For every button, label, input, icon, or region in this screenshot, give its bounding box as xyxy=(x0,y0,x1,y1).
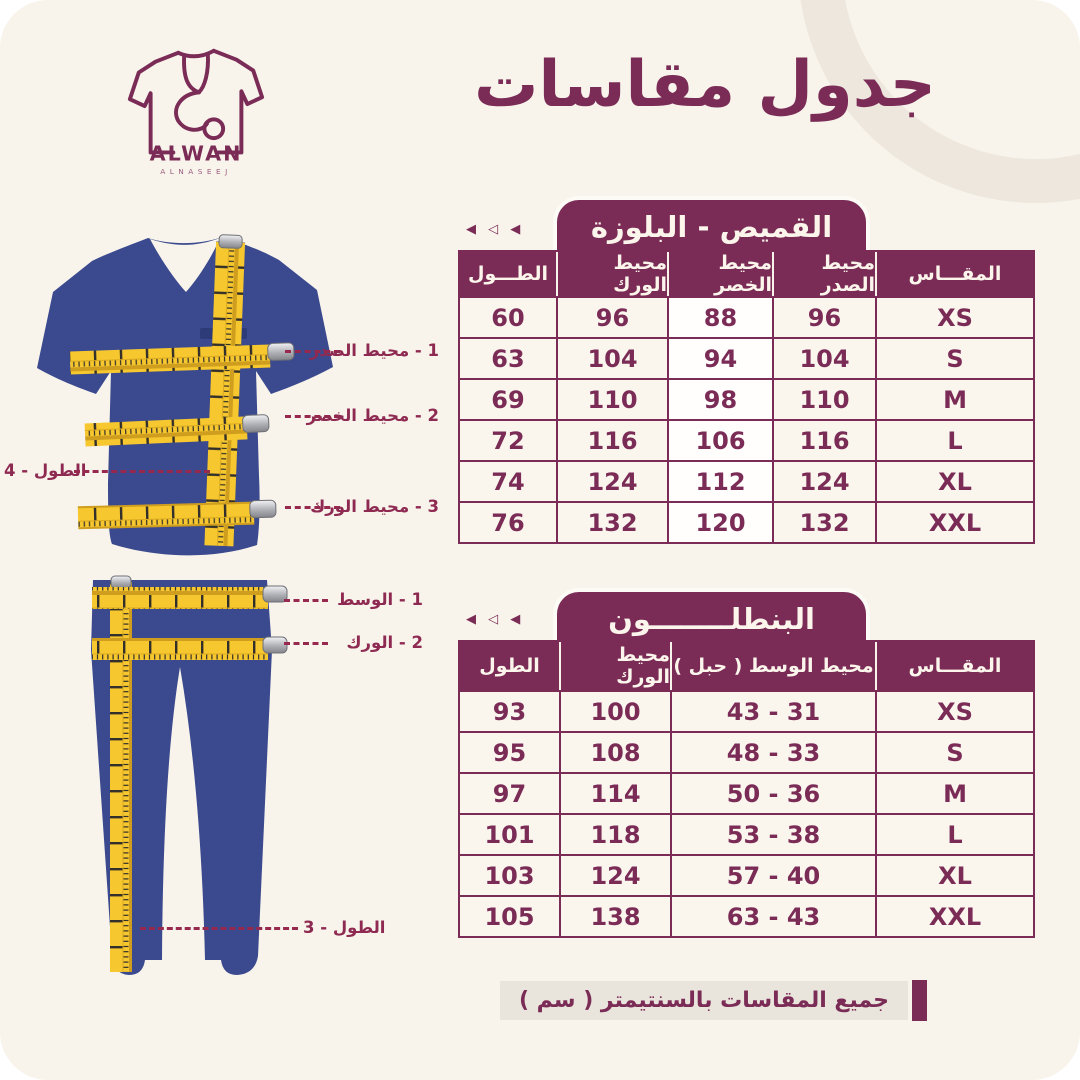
scrub-stethoscope-icon xyxy=(122,36,270,186)
size-cell: L xyxy=(877,815,1033,854)
column-header: محيط الورك xyxy=(558,252,667,296)
size-cell: S xyxy=(877,339,1033,378)
hip-cell: 132 xyxy=(558,503,667,542)
hip-cell: 100 xyxy=(561,692,670,731)
chest-cell: 110 xyxy=(774,380,875,419)
waist-cell: 57 - 40 xyxy=(672,856,875,895)
size-cell: XS xyxy=(877,298,1033,337)
waist-cell: 120 xyxy=(669,503,772,542)
hip-cell: 104 xyxy=(558,339,667,378)
column-header: محيط الورك xyxy=(561,642,670,690)
waist-cell: 94 xyxy=(669,339,772,378)
shirt-table-title: القميص - البلوزة xyxy=(590,209,833,244)
waist-cell: 106 xyxy=(669,421,772,460)
length-cell: 103 xyxy=(460,856,559,895)
shirt-hip-label: 3 - محيط الورك xyxy=(310,497,439,516)
length-cell: 101 xyxy=(460,815,559,854)
brand-name: ALWAN xyxy=(149,141,243,166)
length-cell: 63 xyxy=(460,339,556,378)
shirt-size-table xyxy=(458,250,1035,544)
triangle-decoration: ◀ ◁ ◀ xyxy=(466,222,525,237)
shirt-chest-label: 1 - محيط الصدر xyxy=(309,341,439,360)
waist-cell: 43 - 31 xyxy=(672,692,875,731)
waist-cell: 112 xyxy=(669,462,772,501)
pants-hip-tape xyxy=(92,637,287,660)
waist-cell: 98 xyxy=(669,380,772,419)
shirt-table-tab xyxy=(553,196,870,253)
size-cell: L xyxy=(877,421,1033,460)
pants-illustration xyxy=(85,570,310,985)
hip-cell: 118 xyxy=(561,815,670,854)
length-cell: 74 xyxy=(460,462,556,501)
pants-hip-label: 2 - الورك xyxy=(346,633,423,652)
column-header: محيط الخصر xyxy=(669,252,772,296)
hip-cell: 108 xyxy=(561,733,670,772)
hip-cell: 124 xyxy=(558,462,667,501)
units-note: جميع المقاسات بالسنتيمتر ( سم ) xyxy=(500,981,908,1020)
size-cell: S xyxy=(877,733,1033,772)
units-note-accent-bar xyxy=(912,980,927,1021)
pants-waist-label: 1 - الوسط xyxy=(337,590,423,609)
length-cell: 95 xyxy=(460,733,559,772)
hip-cell: 124 xyxy=(561,856,670,895)
pants-length-label: 3 - الطول xyxy=(303,918,386,937)
brand-logo xyxy=(122,36,270,186)
shirt-waist-label: 2 - محيط الخصر xyxy=(306,406,439,425)
column-header: الطـــول xyxy=(460,252,556,296)
hip-cell: 114 xyxy=(561,774,670,813)
column-header: المقـــاس xyxy=(877,642,1033,690)
pants-size-table xyxy=(458,640,1035,938)
length-cell: 97 xyxy=(460,774,559,813)
length-cell: 93 xyxy=(460,692,559,731)
column-header: الطول xyxy=(460,642,559,690)
waist-cell: 48 - 33 xyxy=(672,733,875,772)
pants-vertical-tape xyxy=(110,576,132,972)
waist-cell: 63 - 43 xyxy=(672,897,875,936)
pants-hip-connector-line xyxy=(284,642,328,645)
triangle-decoration: ◀ ◁ ◀ xyxy=(466,612,525,627)
size-cell: XL xyxy=(877,462,1033,501)
size-cell: XXL xyxy=(877,897,1033,936)
chest-cell: 132 xyxy=(774,503,875,542)
pants-table-title: البنطلــــــــون xyxy=(608,601,815,636)
chest-cell: 116 xyxy=(774,421,875,460)
length-connector-line xyxy=(74,470,210,473)
waist-cell: 50 - 36 xyxy=(672,774,875,813)
waist-cell: 53 - 38 xyxy=(672,815,875,854)
waist-cell: 88 xyxy=(669,298,772,337)
chest-cell: 124 xyxy=(774,462,875,501)
length-cell: 76 xyxy=(460,503,556,542)
size-cell: XS xyxy=(877,692,1033,731)
size-cell: M xyxy=(877,774,1033,813)
chest-cell: 96 xyxy=(774,298,875,337)
column-header: المقـــاس xyxy=(877,252,1033,296)
pants-table-tab xyxy=(553,588,870,645)
brand-subtitle: ALNASEEJ xyxy=(160,167,232,177)
shirt-length-label: 4 - الطول xyxy=(4,461,87,480)
chest-cell: 104 xyxy=(774,339,875,378)
column-header: محيط الوسط ( حبل ) xyxy=(672,642,875,690)
pants-length-connector-line xyxy=(140,927,298,930)
length-cell: 105 xyxy=(460,897,559,936)
hip-cell: 110 xyxy=(558,380,667,419)
size-cell: M xyxy=(877,380,1033,419)
length-cell: 69 xyxy=(460,380,556,419)
size-cell: XXL xyxy=(877,503,1033,542)
length-cell: 60 xyxy=(460,298,556,337)
pants-waist-tape xyxy=(92,586,287,609)
column-header: محيط الصدر xyxy=(774,252,875,296)
hip-cell: 116 xyxy=(558,421,667,460)
hip-cell: 96 xyxy=(558,298,667,337)
size-cell: XL xyxy=(877,856,1033,895)
page-title: جدول مقاسات xyxy=(474,48,936,122)
length-cell: 72 xyxy=(460,421,556,460)
hip-cell: 138 xyxy=(561,897,670,936)
pants-waist-connector-line xyxy=(284,599,328,602)
